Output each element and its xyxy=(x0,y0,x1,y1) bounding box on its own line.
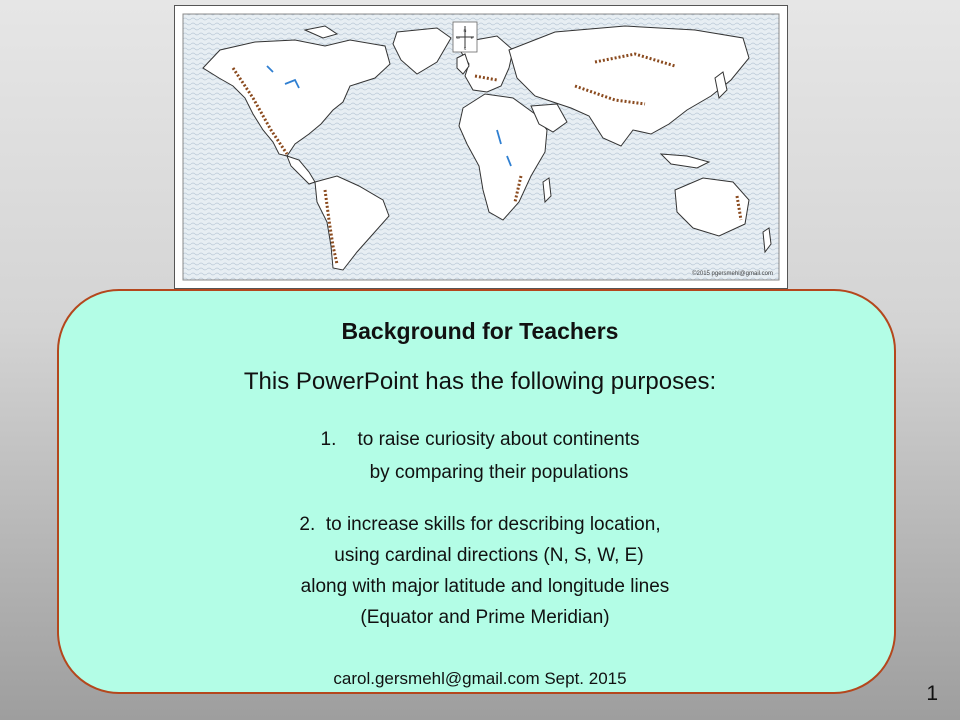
purpose-2-line-2: using cardinal directions (N, S, W, E) xyxy=(334,545,644,566)
purpose-2-line-1 xyxy=(0,514,960,536)
panel-title: Background for Teachers xyxy=(341,318,619,344)
purpose-2-number: 2. xyxy=(299,514,316,535)
compass-south-label: S xyxy=(463,46,467,51)
info-panel xyxy=(57,289,896,694)
compass-west-label: W xyxy=(456,35,460,40)
compass-north-label: N xyxy=(463,28,467,33)
panel-subtitle: This PowerPoint has the following purposes: xyxy=(243,368,717,395)
purpose-1-line-1 xyxy=(0,429,960,451)
purpose-2-text: to increase skills for describing location, xyxy=(325,514,661,535)
purpose-1-text: to raise curiosity about continents xyxy=(357,429,640,450)
contact-footer: carol.gersmehl@gmail.com Sept. 2015 xyxy=(333,669,627,688)
purpose-2-line-4: (Equator and Prime Meridian) xyxy=(360,607,610,628)
world-map-graphic xyxy=(175,6,787,288)
purpose-2-line-3: along with major latitude and longitude lines xyxy=(300,576,670,597)
map-copyright: ©2015 pgersmehl@gmail.com xyxy=(692,271,773,277)
compass-rose xyxy=(453,22,477,52)
slide-number: 1 xyxy=(926,682,938,705)
compass-east-label: E xyxy=(470,35,474,40)
world-map xyxy=(174,5,788,289)
purpose-1-line-2: by comparing their populations xyxy=(369,462,629,483)
purpose-1-number: 1. xyxy=(320,429,337,450)
